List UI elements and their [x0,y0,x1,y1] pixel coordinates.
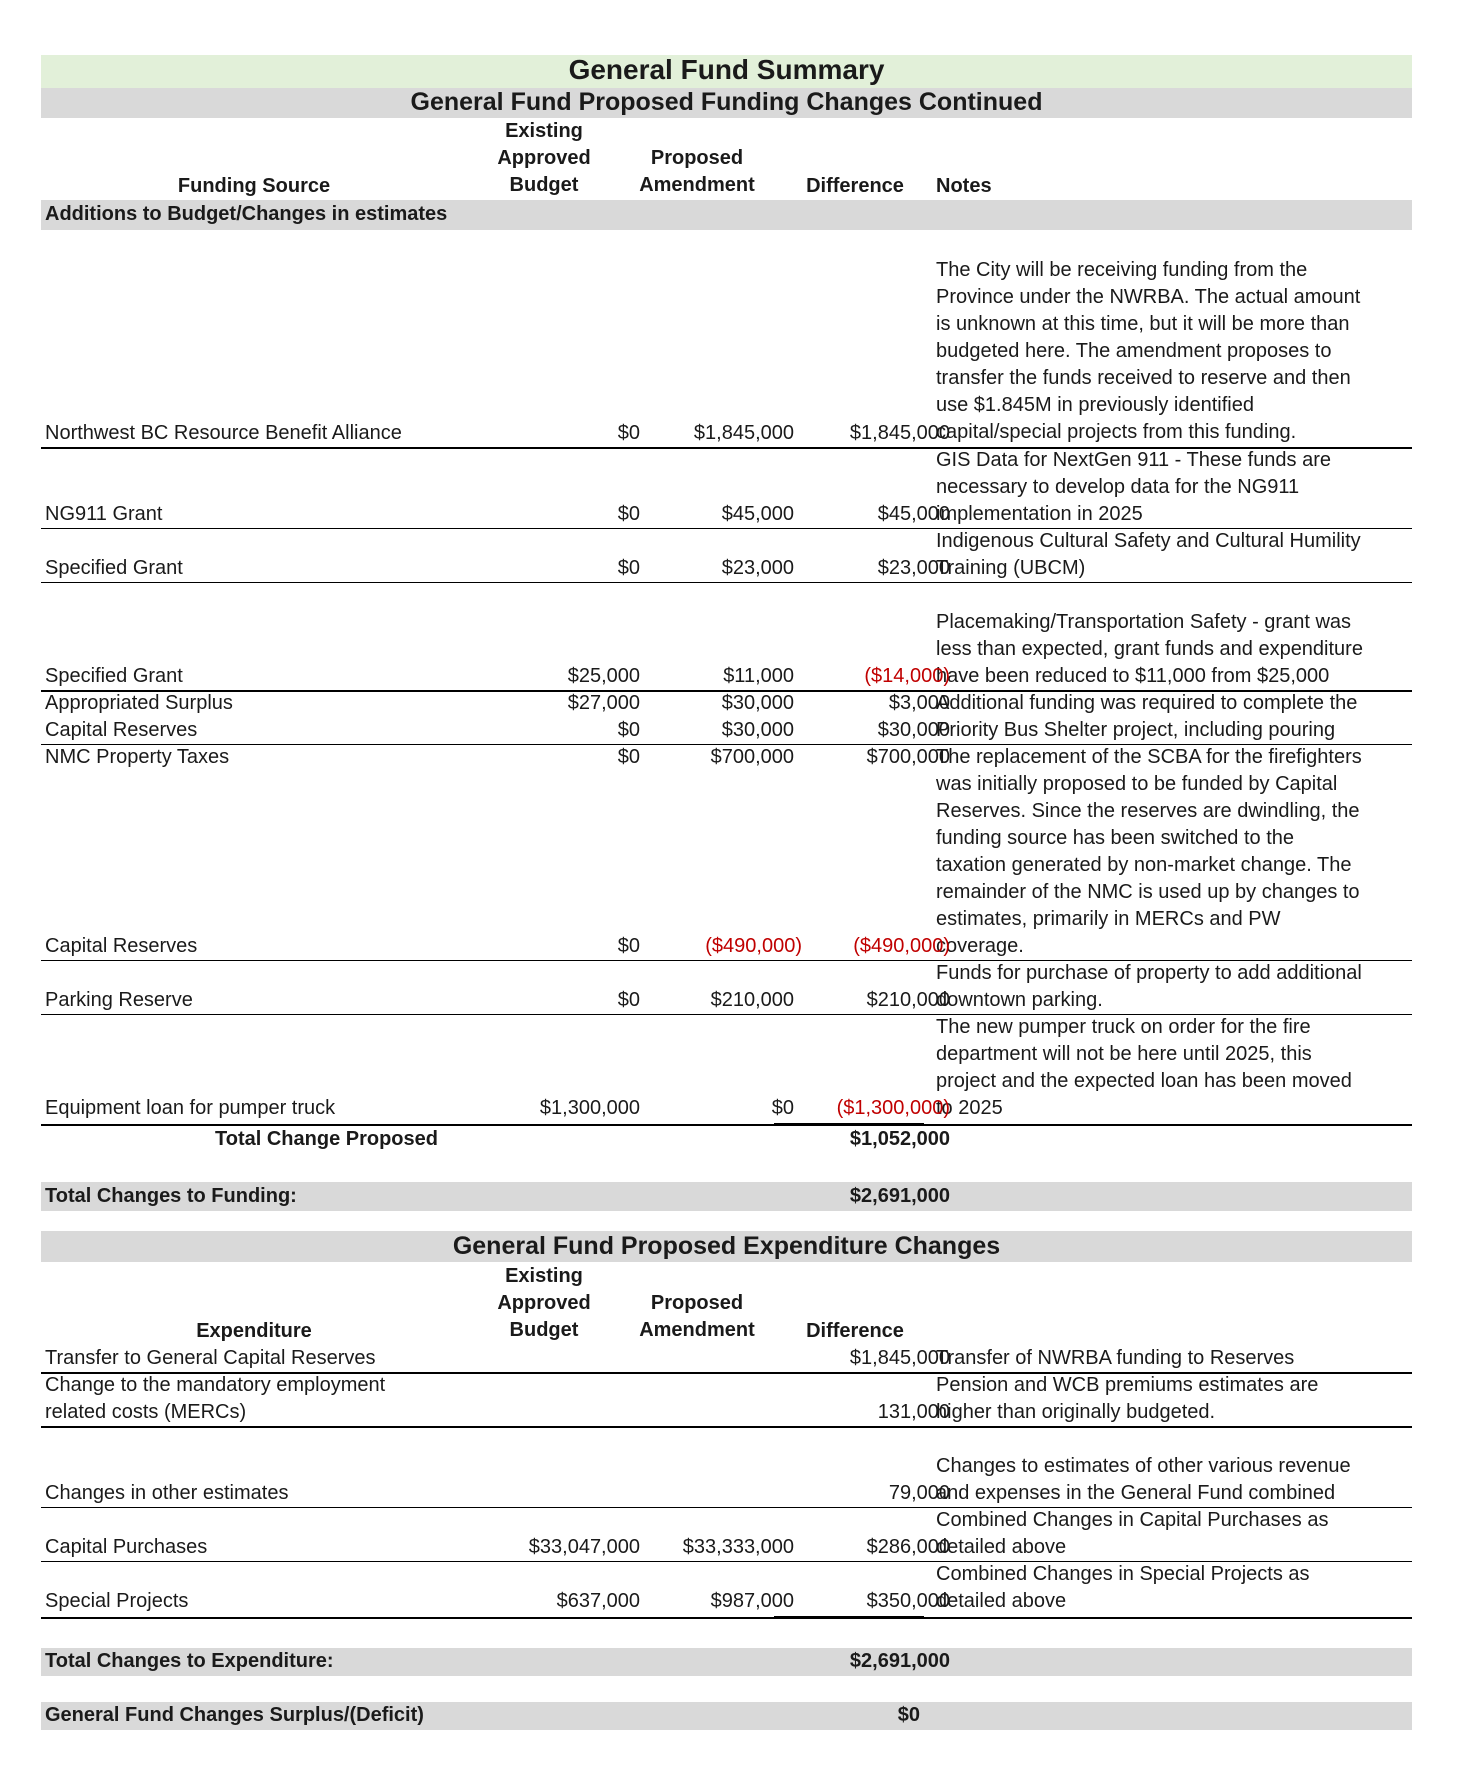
total-expenditure-label: Total Changes to Expenditure: [45,1650,334,1672]
funding-row-proposed: $11,000 [723,665,794,687]
funding-row-source: Specified Grant [45,665,183,687]
page-title: General Fund Summary [568,54,885,85]
expenditure-row-item: Changes in other estimates [45,1482,289,1504]
expenditure-row-difference: 79,000 [888,1482,950,1504]
funding-row-difference: ($490,000) [853,935,950,957]
expenditure-row-item: Special Projects [45,1590,189,1612]
funding-row-notes: Funds for purchase of property to add additional downtown parking. [936,962,1362,1011]
funding-row-notes: Placemaking/Transportation Safety - grant was less than expected, grant funds and expenditure have been reduced to $11,000 from $25,000 [936,611,1363,687]
col-funding-source: Funding Source [177,175,331,197]
funding-row-difference: $210,000 [866,989,950,1011]
funding-row-notes: The City will be receiving funding from the Province under the NWRBA. The actual amount is unknown at this time, but it will be more than budgeted here. The amendment proposes to transfer the funds received to reserve and then use $1.845M in previously identified capital/special projects from this funding. [936,259,1361,443]
col-difference: Difference [806,175,904,197]
funding-row-proposed: ($490,000) [705,935,802,957]
col-expenditure: Expenditure [196,1320,312,1342]
expenditure-row-difference: $286,000 [866,1536,950,1558]
funding-row-existing: $0 [617,503,640,525]
expenditure-row-proposed: $987,000 [710,1590,794,1612]
funding-row-existing: $1,300,000 [539,1097,640,1119]
funding-row-existing: $0 [617,719,640,741]
funding-row-notes: Additional funding was required to complete the [936,692,1358,714]
funding-row-existing: $0 [617,746,640,768]
funding-row-proposed: $210,000 [710,989,794,1011]
funding-row-proposed: $30,000 [721,692,794,714]
funding-row-notes: The replacement of the SCBA for the firefighters was initially proposed to be funded by Capital Reserves. Since the reserves are dwindling, the funding source has been switched to the taxation generated by non-market change. The remainder of the NMC is used up by changes to estimates, primarily in MERCs and PW coverage. [936,746,1362,957]
funding-row-difference: $30,000 [877,719,950,741]
expenditure-row-notes: Pension and WCB premiums estimates are higher than originally budgeted. [936,1374,1319,1423]
funding-heading: General Fund Proposed Funding Changes Continued [410,88,1043,116]
expenditure-row-proposed: $33,333,000 [682,1536,794,1558]
funding-row-source: Specified Grant [45,557,183,579]
funding-row-source: Capital Reserves [45,935,198,957]
funding-row-notes: Priority Bus Shelter project, including pouring [936,719,1336,741]
surplus-label: General Fund Changes Surplus/(Deficit) [45,1704,424,1726]
funding-row-difference: $1,845,000 [849,422,950,444]
expenditure-row-notes: Changes to estimates of other various revenue and expenses in the General Fund combined [936,1455,1351,1504]
expenditure-row-difference: $350,000 [866,1590,950,1612]
funding-row-existing: $25,000 [567,665,640,687]
funding-row-difference: ($1,300,000) [836,1097,950,1119]
funding-row-existing: $0 [617,422,640,444]
funding-row-proposed: $0 [771,1097,794,1119]
expenditure-row-notes: Combined Changes in Special Projects as detailed above [936,1563,1310,1612]
funding-row-source: Northwest BC Resource Benefit Alliance [45,422,402,444]
funding-row-source: Appropriated Surplus [45,692,233,714]
funding-row-existing: $0 [617,935,640,957]
funding-row-proposed: $23,000 [721,557,794,579]
funding-row-source: Equipment loan for pumper truck [45,1097,336,1119]
row-divider [41,1617,1412,1619]
row-divider [41,582,1412,583]
section-heading: Additions to Budget/Changes in estimates [45,203,448,225]
funding-row-difference: $700,000 [866,746,950,768]
total-change-label: Total Change Proposed [215,1128,438,1150]
expenditure-row-existing: $33,047,000 [528,1536,640,1558]
funding-row-source: Parking Reserve [45,989,193,1011]
funding-row-notes: The new pumper truck on order for the fire department will not be here until 2025, this project and the expected loan has been moved to 2025 [936,1016,1352,1119]
funding-row-source: NG911 Grant [45,503,163,525]
funding-row-source: NMC Property Taxes [45,746,230,768]
total-funding-value: $2,691,000 [849,1185,950,1207]
col-notes: Notes [936,175,992,197]
col-existing-budget: Existing Approved Budget [497,1265,591,1341]
funding-row-difference: $3,000 [888,692,950,714]
expenditure-row-existing: $637,000 [556,1590,640,1612]
funding-row-difference: $23,000 [877,557,950,579]
funding-row-existing: $0 [617,989,640,1011]
funding-row-existing: $0 [617,557,640,579]
funding-row-proposed: $45,000 [721,503,794,525]
surplus-value: $0 [897,1704,920,1726]
expenditure-row-item: Capital Purchases [45,1536,208,1558]
total-change-value: $1,052,000 [849,1128,950,1150]
funding-row-proposed: $1,845,000 [693,422,794,444]
col-proposed-amendment: Proposed Amendment [639,1292,755,1341]
funding-row-proposed: $30,000 [721,719,794,741]
expenditure-row-item: Transfer to General Capital Reserves [45,1347,376,1369]
col-difference: Difference [806,1320,904,1342]
row-divider [41,1426,1412,1428]
expenditure-row-notes: Transfer of NWRBA funding to Reserves [936,1347,1295,1369]
funding-row-notes: Indigenous Cultural Safety and Cultural Humility Training (UBCM) [936,530,1361,579]
col-proposed-amendment: Proposed Amendment [639,147,755,196]
expenditure-row-notes: Combined Changes in Capital Purchases as detailed above [936,1509,1329,1558]
funding-row-existing: $27,000 [567,692,640,714]
funding-row-proposed: $700,000 [710,746,794,768]
expenditure-row-difference: $1,845,000 [849,1347,950,1369]
expenditure-row-difference: 131,000 [877,1401,950,1423]
expenditure-row-item: Change to the mandatory employment related costs (MERCs) [45,1374,386,1423]
funding-row-difference: $45,000 [877,503,950,525]
funding-row-difference: ($14,000) [864,665,950,687]
expenditure-heading: General Fund Proposed Expenditure Changes [452,1232,1001,1260]
funding-row-source: Capital Reserves [45,719,198,741]
col-existing-budget: Existing Approved Budget [497,120,591,196]
total-funding-label: Total Changes to Funding: [45,1185,297,1207]
total-expenditure-value: $2,691,000 [849,1650,950,1672]
funding-row-notes: GIS Data for NextGen 911 - These funds are necessary to develop data for the NG911 implementation in 2025 [936,449,1332,525]
